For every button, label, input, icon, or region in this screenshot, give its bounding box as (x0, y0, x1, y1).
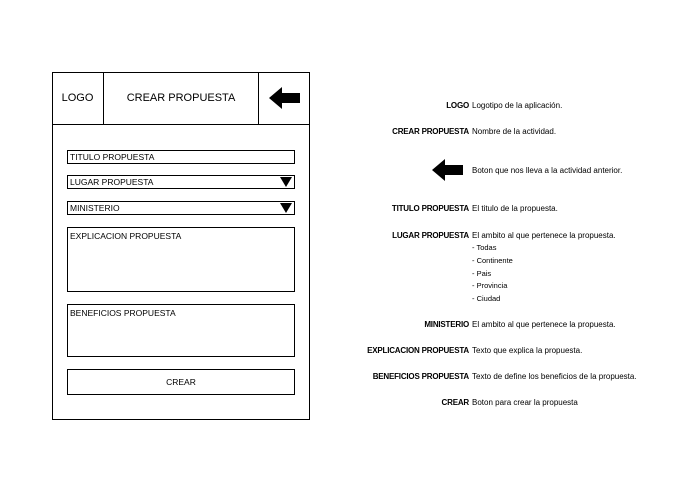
lugar-propuesta-label: LUGAR PROPUESTA (70, 177, 154, 187)
legend-desc-logo: Logotipo de la aplicación. (472, 101, 563, 110)
app-logo: LOGO (61, 92, 94, 104)
legend-desc-explicacion: Texto que explica la propuesta. (472, 346, 583, 355)
dropdown-arrow-icon (280, 177, 292, 187)
dropdown-arrow-icon (280, 203, 292, 213)
ministerio-label: MINISTERIO (70, 203, 120, 213)
legend-desc-crear-propuesta: Nombre de la actividad. (472, 127, 557, 136)
back-button[interactable] (259, 72, 310, 124)
ministerio-select[interactable] (67, 201, 295, 215)
legend-key-beneficios: BENEFICIOS PROPUESTA (372, 372, 469, 381)
arrow-left-icon (269, 87, 301, 109)
legend-lugar-option: - Ciudad (472, 294, 501, 303)
legend-lugar-option: - Provincia (472, 281, 508, 290)
legend-key-lugar: LUGAR PROPUESTA (392, 231, 469, 240)
legend-desc-titulo: El titulo de la propuesta. (472, 204, 558, 213)
legend-key-logo: LOGO (446, 101, 469, 110)
crear-button[interactable] (67, 369, 295, 395)
legend-desc-lugar: El ambito al que pertenece la propuesta. (472, 231, 616, 240)
legend-lugar-option: - Continente (472, 256, 513, 265)
explicacion-propuesta-textarea[interactable] (67, 227, 295, 292)
legend-desc-crear: Boton para crear la propuesta (472, 398, 578, 407)
crear-button-label: CREAR (166, 377, 196, 387)
titulo-propuesta-input[interactable] (67, 150, 295, 164)
legend-key-crear: CREAR (441, 398, 469, 407)
legend-key-ministerio: MINISTERIO (424, 320, 469, 329)
lugar-propuesta-select[interactable] (67, 175, 295, 189)
beneficios-propuesta-label: BENEFICIOS PROPUESTA (70, 308, 176, 318)
legend-back-arrow (432, 159, 464, 186)
legend-key-titulo: TITULO PROPUESTA (391, 204, 469, 213)
legend-lugar-option: - Pais (472, 269, 492, 278)
legend-lugar-option: - Todas (472, 243, 497, 252)
legend-desc-beneficios: Texto de define los beneficios de la propuesta. (472, 372, 637, 381)
header-divider (52, 124, 310, 125)
explicacion-propuesta-label: EXPLICACION PROPUESTA (70, 231, 182, 241)
page-title: CREAR PROPUESTA (126, 92, 236, 104)
legend-desc-ministerio: El ambito al que pertenece la propuesta. (472, 320, 616, 329)
legend-key-crear-propuesta: CREAR PROPUESTA (392, 127, 469, 136)
titulo-propuesta-label: TITULO PROPUESTA (70, 152, 155, 162)
legend-key-explicacion: EXPLICACION PROPUESTA (367, 346, 469, 355)
legend-desc-back: Boton que nos lleva a la actividad anterior. (472, 166, 623, 175)
arrow-left-icon (432, 159, 464, 181)
beneficios-propuesta-textarea[interactable] (67, 304, 295, 357)
